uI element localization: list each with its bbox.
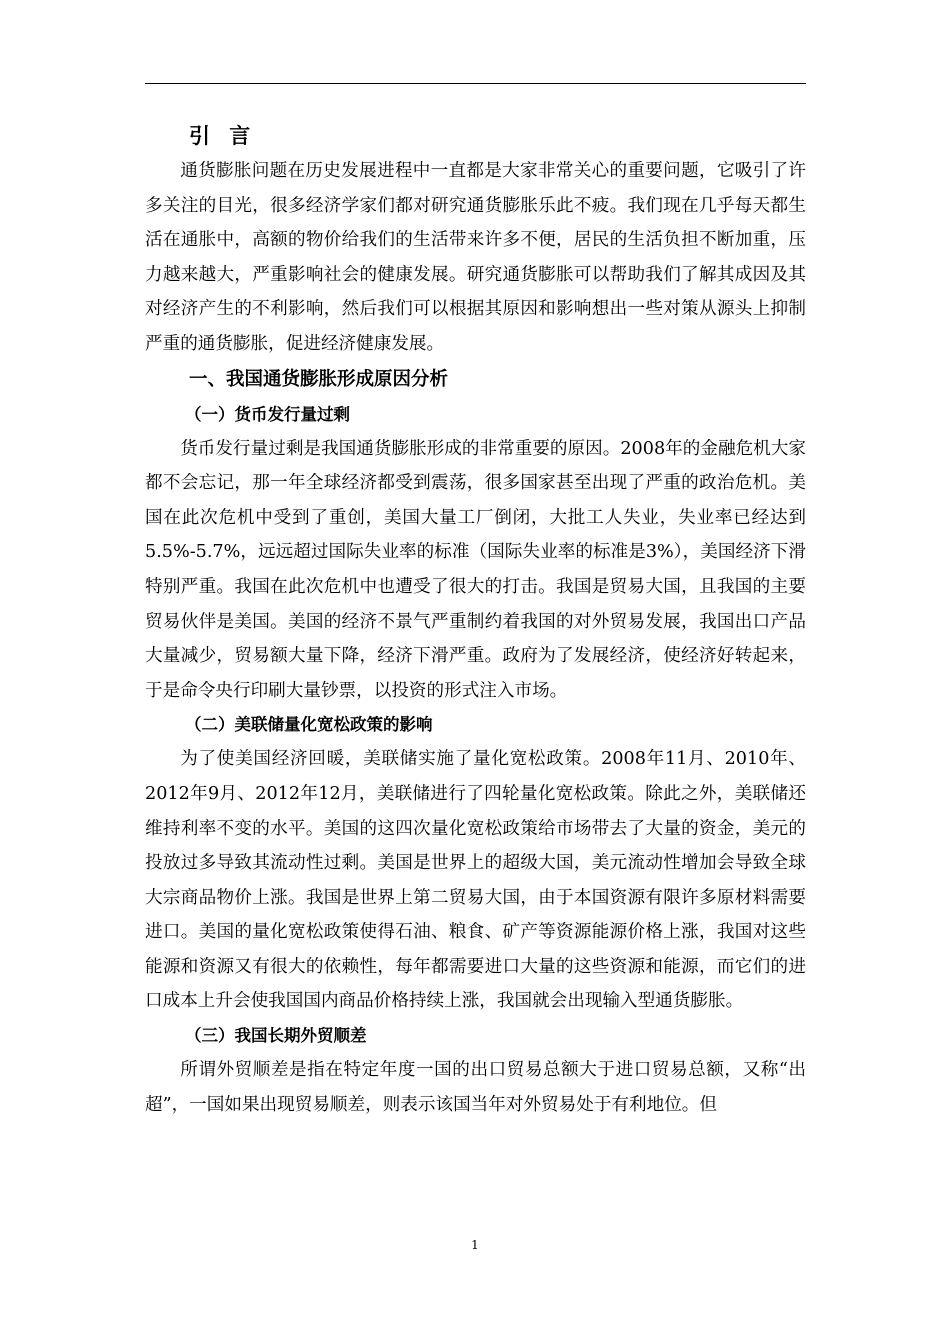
subsection-2-paragraph: 为了使美国经济回暖，美联储实施了量化宽松政策。2008年11月、2010年、2012年9月、2012年12月，美联储进行了四轮量化宽松政策。除此之外，美联储还维持利率不变的水平。美国的这四次量化宽松政策给市场带去了大量的资金，美元的投放过多导致其流动性过剩。美国是世界上的超级大国，美元流动性增加会导致全球大宗商品物价上涨。我国是世界上第二贸易大国，由于本国资源有限许多原材料需要进口。美国的量化宽松政策使得石油、粮食、矿产等资源能源价格上涨，我国对这些能源和资源又有很大的依赖性，每年都需要进口大量的这些资源和能源，而它们的进口成本上升会使我国国内商品价格持续上涨，我国就会出现输入型通货膨胀。: [145, 749, 806, 1012]
intro-title: 引 言: [189, 123, 257, 148]
page-number: 1: [471, 1238, 479, 1252]
subsection-1-title: （一）货币发行量过剩: [185, 404, 350, 424]
subsection-1-paragraph: 货币发行量过剩是我国通货膨胀形成的非常重要的原因。2008年的金融危机大家都不会忘记，那一年全球经济都受到震荡，很多国家甚至出现了严重的政治危机。美国在此次危机中受到了重创，美国大量工厂倒闭，大批工人失业，失业率已经达到5.5%-5.7%，远远超过国际失业率的标准（国际失业率的标准是3%），美国经济下滑特别严重。我国在此次危机中也遭受了很大的打击。我国是贸易大国，且我国的主要贸易伙伴是美国。美国的经济不景气严重制约着我国的对外贸易发展，我国出口产品大量减少，贸易额大量下降，经济下滑严重。政府为了发展经济，使经济好转起来，于是命令央行印刷大量钞票，以投资的形式注入市场。: [145, 438, 806, 701]
header-rule: [145, 83, 806, 84]
subsection-3-paragraph: 所谓外贸顺差是指在特定年度一国的出口贸易总额大于进口贸易总额，又称“出超”，一国如果出现贸易顺差，则表示该国当年对外贸易处于有利地位。但: [145, 1060, 806, 1115]
section-1-title: 一、我国通货膨胀形成原因分析: [189, 368, 449, 390]
subsection-3-title: （三）我国长期外贸顺差: [185, 1026, 367, 1046]
page-body: [145, 118, 806, 1122]
intro-paragraph: 通货膨胀问题在历史发展进程中一直都是大家非常关心的重要问题，它吸引了许多关注的目光，很多经济学家们都对研究通货膨胀乐此不疲。我们现在几乎每天都生活在通胀中，高额的物价给我们的生活带来许多不便，居民的生活负担不断加重，压力越来越大，严重影响社会的健康发展。研究通货膨胀可以帮助我们了解其成因及其对经济产生的不利影响，然后我们可以根据其原因和影响想出一些对策从源头上抑制严重的通货膨胀，促进经济健康发展。: [145, 161, 806, 354]
subsection-2-title: （二）美联储量化宽松政策的影响: [185, 715, 433, 735]
